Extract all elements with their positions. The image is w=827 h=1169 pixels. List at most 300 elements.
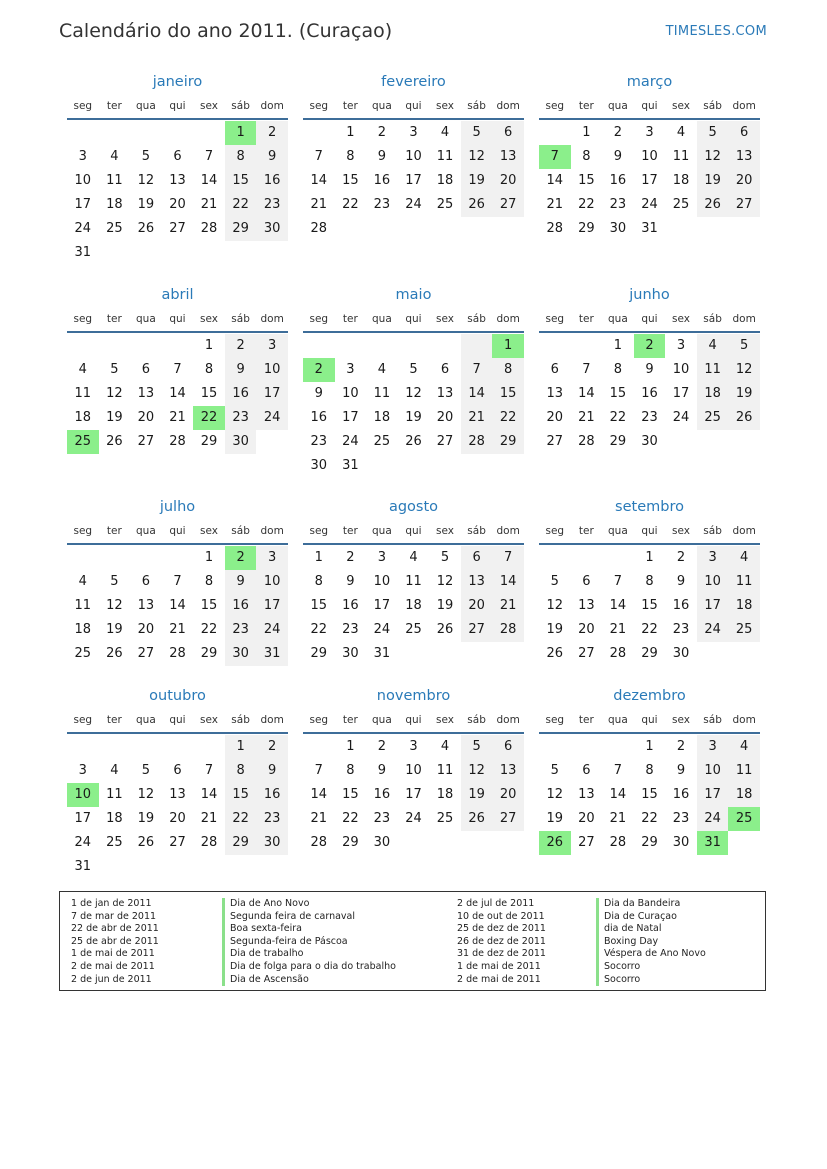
day-cell: 10 bbox=[74, 173, 92, 188]
weekday-label: dom bbox=[496, 100, 520, 112]
day-cell: 17 bbox=[256, 594, 288, 618]
day-cell: 14 bbox=[461, 382, 493, 406]
legend-item: 25 de abr de 2011 bbox=[71, 935, 159, 947]
day-grid bbox=[303, 121, 524, 241]
day-cell: 28 bbox=[169, 434, 186, 449]
month-dezembro bbox=[539, 685, 760, 855]
empty-cell bbox=[67, 735, 99, 759]
legend-item: 31 de dez de 2011 bbox=[457, 948, 546, 960]
day-cell: 7 bbox=[613, 574, 623, 589]
weekday-label: ter bbox=[342, 100, 358, 112]
day-cell: 22 bbox=[609, 410, 627, 425]
day-cell: 5 bbox=[409, 362, 418, 377]
empty-cell bbox=[492, 217, 524, 241]
day-cell: 1 bbox=[645, 739, 654, 754]
day-cell: 4 bbox=[728, 735, 760, 759]
day-grid bbox=[67, 546, 288, 666]
weekday-label: qui bbox=[169, 525, 186, 537]
empty-cell bbox=[429, 217, 461, 241]
day-cell: 11 bbox=[728, 759, 760, 783]
day-cell: 15 bbox=[609, 386, 627, 401]
empty-cell bbox=[193, 241, 225, 265]
day-grid bbox=[67, 735, 288, 879]
day-cell: 11 bbox=[74, 386, 92, 401]
empty-cell bbox=[398, 334, 430, 358]
legend-item: Socorro bbox=[596, 961, 706, 974]
empty-cell bbox=[256, 855, 288, 879]
day-cell: 31 bbox=[74, 245, 92, 260]
day-cell: 24 bbox=[342, 434, 359, 449]
empty-cell bbox=[429, 454, 461, 478]
day-cell: 17 bbox=[697, 594, 729, 618]
empty-cell bbox=[492, 642, 524, 666]
empty-cell bbox=[728, 430, 760, 454]
day-cell: 17 bbox=[405, 787, 422, 802]
empty-cell bbox=[99, 855, 131, 879]
day-cell: 3 bbox=[645, 125, 654, 140]
empty-cell bbox=[697, 217, 729, 241]
day-cell: 11 bbox=[436, 763, 454, 778]
day-cell: 22 bbox=[641, 811, 658, 826]
weekday-label: dom bbox=[732, 714, 756, 726]
day-cell: 28 bbox=[609, 646, 627, 661]
day-cell: 30 bbox=[641, 434, 658, 449]
month-novembro bbox=[303, 685, 524, 855]
day-grid bbox=[67, 334, 288, 454]
weekday-label: dom bbox=[260, 525, 284, 537]
day-cell: 20 bbox=[461, 594, 493, 618]
day-cell: 22 bbox=[492, 406, 524, 430]
day-cell: 8 bbox=[225, 145, 257, 169]
day-cell: 4 bbox=[78, 362, 87, 377]
day-cell: 17 bbox=[342, 410, 359, 425]
month-outubro bbox=[67, 685, 288, 879]
day-cell: 23 bbox=[373, 811, 391, 826]
day-cell: 10 bbox=[697, 570, 729, 594]
month-title: novembro bbox=[376, 688, 451, 704]
legend-item: Dia de Ano Novo bbox=[222, 898, 396, 911]
weekday-label: qui bbox=[405, 714, 422, 726]
day-cell: 13 bbox=[728, 145, 760, 169]
day-cell: 24 bbox=[373, 622, 391, 637]
empty-cell bbox=[335, 217, 367, 241]
day-cell: 2 bbox=[346, 550, 355, 565]
day-grid bbox=[303, 334, 524, 478]
empty-cell bbox=[539, 334, 571, 358]
day-cell: 13 bbox=[461, 570, 493, 594]
day-cell: 21 bbox=[169, 410, 186, 425]
day-cell: 23 bbox=[373, 197, 391, 212]
day-cell: 19 bbox=[137, 811, 155, 826]
empty-cell bbox=[130, 855, 162, 879]
day-cell: 4 bbox=[110, 149, 119, 164]
day-cell: 21 bbox=[609, 622, 627, 637]
month-title: março bbox=[626, 74, 673, 90]
day-cell: 1 bbox=[225, 735, 257, 759]
day-cell: 11 bbox=[373, 386, 391, 401]
day-cell: 17 bbox=[256, 382, 288, 406]
legend-item: Socorro bbox=[596, 974, 706, 987]
brand-link[interactable]: TIMESLES.COM bbox=[665, 24, 767, 39]
month-title: janeiro bbox=[152, 74, 203, 90]
day-cell: 21 bbox=[578, 410, 595, 425]
day-cell: 19 bbox=[546, 811, 564, 826]
day-cell: 8 bbox=[204, 574, 214, 589]
day-cell: 28 bbox=[169, 646, 186, 661]
month-title: agosto bbox=[388, 499, 439, 515]
month-maio bbox=[303, 284, 524, 478]
holiday-day-cell: 10 bbox=[67, 783, 99, 807]
day-cell: 18 bbox=[74, 622, 92, 637]
day-cell: 5 bbox=[461, 121, 493, 145]
weekday-header bbox=[67, 521, 288, 541]
day-cell: 4 bbox=[78, 574, 87, 589]
month-divider bbox=[303, 118, 524, 120]
empty-cell bbox=[67, 121, 99, 145]
day-cell: 28 bbox=[310, 835, 328, 850]
holiday-day-cell: 26 bbox=[539, 831, 571, 855]
day-cell: 19 bbox=[461, 783, 493, 807]
weekday-header bbox=[303, 521, 524, 541]
weekday-label: sáb bbox=[231, 525, 250, 537]
day-cell: 13 bbox=[436, 386, 454, 401]
day-cell: 26 bbox=[461, 807, 493, 831]
weekday-label: qua bbox=[372, 525, 392, 537]
empty-cell bbox=[130, 735, 162, 759]
day-cell: 16 bbox=[256, 169, 288, 193]
weekday-label: seg bbox=[545, 100, 565, 112]
day-cell: 16 bbox=[641, 386, 658, 401]
legend-item: Dia de folga para o dia do trabalho bbox=[222, 961, 396, 974]
day-cell: 14 bbox=[609, 598, 627, 613]
weekday-label: qua bbox=[136, 313, 156, 325]
day-cell: 21 bbox=[546, 197, 564, 212]
day-cell: 7 bbox=[582, 362, 591, 377]
weekday-header bbox=[303, 96, 524, 116]
weekday-label: qua bbox=[608, 313, 628, 325]
day-cell: 17 bbox=[373, 598, 391, 613]
day-cell: 5 bbox=[728, 334, 760, 358]
holiday-day-cell: 1 bbox=[492, 334, 524, 358]
empty-cell bbox=[162, 855, 194, 879]
empty-cell bbox=[335, 334, 367, 358]
legend-item: Segunda feira de carnaval bbox=[222, 911, 396, 924]
day-cell: 1 bbox=[204, 550, 214, 565]
legend-item: 1 de mai de 2011 bbox=[71, 948, 155, 960]
day-cell: 23 bbox=[672, 811, 690, 826]
weekday-label: qua bbox=[136, 100, 156, 112]
weekday-label: qua bbox=[608, 100, 628, 112]
empty-cell bbox=[461, 831, 493, 855]
day-cell: 30 bbox=[310, 458, 328, 473]
day-cell: 8 bbox=[582, 149, 591, 164]
day-cell: 12 bbox=[137, 173, 155, 188]
weekday-label: qui bbox=[169, 313, 186, 325]
day-cell: 13 bbox=[578, 598, 595, 613]
day-cell: 20 bbox=[492, 169, 524, 193]
day-cell: 24 bbox=[405, 197, 422, 212]
weekday-label: ter bbox=[578, 100, 594, 112]
day-cell: 16 bbox=[342, 598, 359, 613]
day-cell: 3 bbox=[409, 125, 418, 140]
day-cell: 9 bbox=[256, 759, 288, 783]
day-cell: 25 bbox=[106, 221, 123, 236]
day-cell: 12 bbox=[461, 145, 493, 169]
day-cell: 15 bbox=[578, 173, 595, 188]
day-cell: 9 bbox=[377, 763, 387, 778]
weekday-label: sáb bbox=[231, 714, 250, 726]
day-cell: 9 bbox=[613, 149, 623, 164]
day-cell: 21 bbox=[310, 811, 328, 826]
day-cell: 23 bbox=[641, 410, 658, 425]
day-cell: 1 bbox=[314, 550, 323, 565]
weekday-label: qui bbox=[641, 525, 658, 537]
day-cell: 27 bbox=[169, 221, 186, 236]
day-cell: 15 bbox=[200, 598, 218, 613]
day-cell: 22 bbox=[641, 622, 658, 637]
day-cell: 15 bbox=[641, 787, 658, 802]
day-cell: 31 bbox=[641, 221, 658, 236]
day-cell: 11 bbox=[106, 173, 123, 188]
day-cell: 29 bbox=[225, 831, 257, 855]
day-cell: 18 bbox=[728, 783, 760, 807]
month-title: maio bbox=[395, 287, 432, 303]
legend-item: 10 de out de 2011 bbox=[457, 910, 545, 922]
day-cell: 12 bbox=[461, 759, 493, 783]
day-cell: 29 bbox=[641, 835, 658, 850]
empty-cell bbox=[99, 735, 131, 759]
day-cell: 9 bbox=[314, 386, 323, 401]
day-cell: 9 bbox=[225, 358, 257, 382]
weekday-label: qua bbox=[608, 714, 628, 726]
day-cell: 26 bbox=[436, 622, 454, 637]
day-cell: 1 bbox=[582, 125, 591, 140]
day-cell: 7 bbox=[173, 574, 182, 589]
day-cell: 25 bbox=[373, 434, 391, 449]
day-cell: 23 bbox=[310, 434, 328, 449]
month-divider bbox=[67, 118, 288, 120]
day-cell: 15 bbox=[225, 783, 257, 807]
legend-item: 22 de abr de 2011 bbox=[71, 923, 159, 935]
day-cell: 14 bbox=[200, 787, 218, 802]
empty-cell bbox=[99, 546, 131, 570]
day-cell: 19 bbox=[436, 598, 454, 613]
day-cell: 27 bbox=[461, 618, 493, 642]
legend-item: Segunda-feira de Páscoa bbox=[222, 936, 396, 949]
day-cell: 26 bbox=[728, 406, 760, 430]
day-cell: 18 bbox=[373, 410, 391, 425]
day-cell: 20 bbox=[728, 169, 760, 193]
month-title: setembro bbox=[615, 499, 684, 515]
empty-cell bbox=[130, 334, 162, 358]
weekday-label: ter bbox=[342, 525, 358, 537]
day-cell: 30 bbox=[672, 646, 690, 661]
day-cell: 26 bbox=[137, 835, 155, 850]
day-cell: 12 bbox=[546, 598, 564, 613]
legend-item: 1 de mai de 2011 bbox=[457, 960, 541, 972]
day-cell: 27 bbox=[728, 193, 760, 217]
day-cell: 2 bbox=[256, 121, 288, 145]
month-divider bbox=[303, 732, 524, 734]
empty-cell bbox=[461, 217, 493, 241]
weekday-header bbox=[539, 521, 760, 541]
weekday-label: sáb bbox=[703, 525, 722, 537]
legend-item: 26 de dez de 2011 bbox=[457, 935, 546, 947]
weekday-label: qui bbox=[405, 100, 422, 112]
day-cell: 22 bbox=[310, 622, 328, 637]
month-title: abril bbox=[161, 287, 194, 303]
day-cell: 10 bbox=[342, 386, 359, 401]
legend-item: 2 de jun de 2011 bbox=[71, 973, 152, 985]
empty-cell bbox=[398, 454, 430, 478]
weekday-label: ter bbox=[342, 313, 358, 325]
weekday-label: qui bbox=[169, 714, 186, 726]
weekday-label: sáb bbox=[703, 714, 722, 726]
day-cell: 21 bbox=[200, 197, 218, 212]
day-cell: 22 bbox=[578, 197, 595, 212]
day-cell: 28 bbox=[310, 221, 328, 236]
day-cell: 28 bbox=[461, 430, 493, 454]
legend-item: Dia de trabalho bbox=[222, 948, 396, 961]
day-cell: 6 bbox=[141, 574, 151, 589]
day-cell: 28 bbox=[609, 835, 627, 850]
weekday-label: ter bbox=[106, 100, 122, 112]
day-cell: 17 bbox=[697, 783, 729, 807]
month-divider bbox=[303, 331, 524, 333]
empty-cell bbox=[99, 121, 131, 145]
empty-cell bbox=[366, 454, 398, 478]
weekday-header bbox=[539, 96, 760, 116]
weekday-label: dom bbox=[496, 714, 520, 726]
day-cell: 29 bbox=[200, 646, 218, 661]
day-cell: 16 bbox=[310, 410, 328, 425]
day-cell: 24 bbox=[672, 410, 690, 425]
empty-cell bbox=[697, 642, 729, 666]
empty-cell bbox=[602, 546, 634, 570]
day-cell: 30 bbox=[373, 835, 391, 850]
weekday-header bbox=[303, 309, 524, 329]
weekday-label: dom bbox=[260, 100, 284, 112]
day-cell: 26 bbox=[697, 193, 729, 217]
day-cell: 1 bbox=[346, 739, 355, 754]
month-julho bbox=[67, 496, 288, 666]
day-cell: 19 bbox=[106, 622, 123, 637]
day-cell: 3 bbox=[346, 362, 355, 377]
day-cell: 14 bbox=[200, 173, 218, 188]
day-cell: 24 bbox=[256, 618, 288, 642]
empty-cell bbox=[461, 454, 493, 478]
day-cell: 13 bbox=[546, 386, 564, 401]
day-cell: 19 bbox=[106, 410, 123, 425]
day-cell: 12 bbox=[137, 787, 155, 802]
day-cell: 13 bbox=[169, 787, 186, 802]
month-abril bbox=[67, 284, 288, 454]
day-cell: 17 bbox=[641, 173, 658, 188]
day-cell: 5 bbox=[141, 149, 151, 164]
day-cell: 11 bbox=[728, 570, 760, 594]
day-cell: 15 bbox=[342, 173, 359, 188]
weekday-label: sex bbox=[436, 100, 455, 112]
weekday-header bbox=[67, 309, 288, 329]
day-cell: 8 bbox=[645, 574, 654, 589]
weekday-label: qui bbox=[641, 313, 658, 325]
day-cell: 3 bbox=[78, 763, 87, 778]
day-cell: 23 bbox=[225, 618, 257, 642]
weekday-label: seg bbox=[309, 313, 329, 325]
month-divider bbox=[539, 543, 760, 545]
weekday-label: ter bbox=[578, 525, 594, 537]
day-cell: 5 bbox=[550, 574, 559, 589]
day-cell: 8 bbox=[492, 358, 524, 382]
day-cell: 28 bbox=[200, 835, 218, 850]
day-cell: 18 bbox=[728, 594, 760, 618]
day-cell: 29 bbox=[200, 434, 218, 449]
weekday-label: dom bbox=[732, 525, 756, 537]
empty-cell bbox=[225, 241, 257, 265]
day-cell: 28 bbox=[546, 221, 564, 236]
empty-cell bbox=[99, 334, 131, 358]
day-cell: 16 bbox=[256, 783, 288, 807]
day-cell: 30 bbox=[672, 835, 690, 850]
day-cell: 3 bbox=[256, 334, 288, 358]
day-cell: 19 bbox=[137, 197, 155, 212]
day-cell: 6 bbox=[582, 763, 591, 778]
holiday-day-cell: 22 bbox=[193, 406, 225, 430]
weekday-label: seg bbox=[545, 525, 565, 537]
day-cell: 6 bbox=[492, 121, 524, 145]
day-cell: 21 bbox=[169, 622, 186, 637]
day-cell: 2 bbox=[676, 550, 686, 565]
day-cell: 5 bbox=[697, 121, 729, 145]
day-cell: 23 bbox=[256, 193, 288, 217]
day-cell: 20 bbox=[169, 197, 186, 212]
day-cell: 4 bbox=[440, 739, 450, 754]
day-cell: 14 bbox=[578, 386, 595, 401]
legend-dates-right bbox=[457, 898, 546, 986]
day-cell: 22 bbox=[342, 197, 359, 212]
day-cell: 1 bbox=[613, 338, 623, 353]
weekday-label: qui bbox=[169, 100, 186, 112]
day-cell: 20 bbox=[546, 410, 564, 425]
day-cell: 23 bbox=[342, 622, 359, 637]
day-cell: 7 bbox=[613, 763, 623, 778]
weekday-label: sex bbox=[672, 313, 691, 325]
day-cell: 11 bbox=[106, 787, 123, 802]
month-setembro bbox=[539, 496, 760, 666]
day-cell: 11 bbox=[697, 358, 729, 382]
day-cell: 11 bbox=[74, 598, 92, 613]
day-cell: 19 bbox=[461, 169, 493, 193]
weekday-label: qua bbox=[136, 525, 156, 537]
day-cell: 10 bbox=[641, 149, 658, 164]
day-cell: 2 bbox=[256, 735, 288, 759]
weekday-label: seg bbox=[73, 714, 93, 726]
weekday-label: sex bbox=[672, 100, 691, 112]
day-cell: 31 bbox=[373, 646, 391, 661]
weekday-label: seg bbox=[73, 313, 93, 325]
day-cell: 22 bbox=[225, 807, 257, 831]
day-cell: 24 bbox=[405, 811, 422, 826]
empty-cell bbox=[429, 642, 461, 666]
weekday-label: sex bbox=[436, 313, 455, 325]
day-cell: 27 bbox=[137, 646, 155, 661]
empty-cell bbox=[665, 217, 697, 241]
day-cell: 6 bbox=[582, 574, 591, 589]
day-cell: 3 bbox=[256, 546, 288, 570]
legend-item: 25 de dez de 2011 bbox=[457, 923, 546, 935]
day-cell: 16 bbox=[609, 173, 627, 188]
day-cell: 12 bbox=[697, 145, 729, 169]
